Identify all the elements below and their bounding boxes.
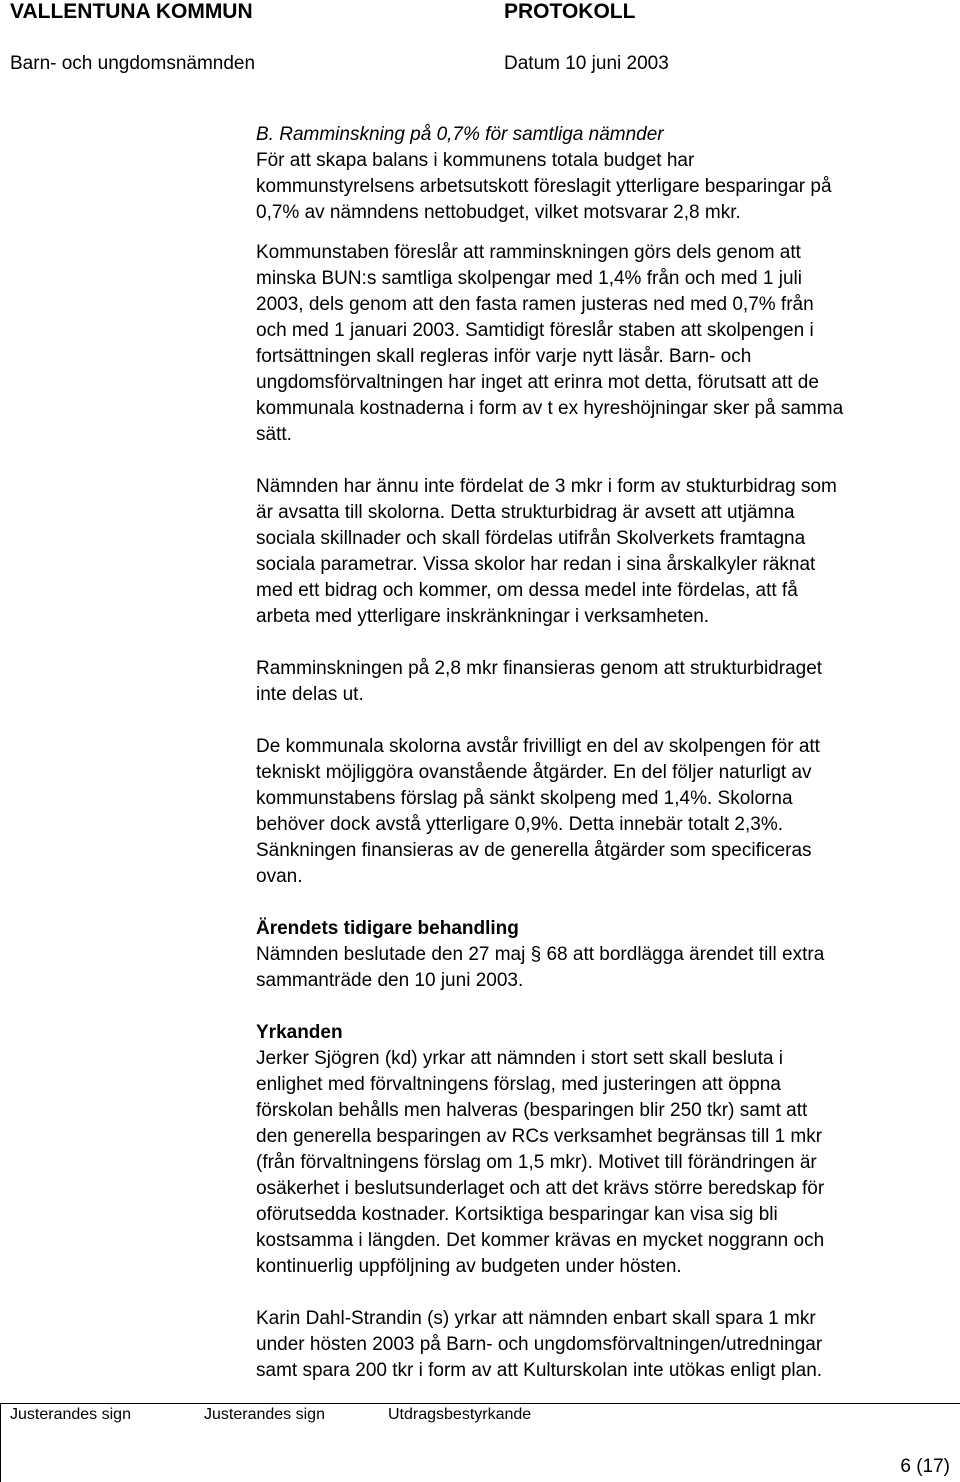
claim-sjogren: Jerker Sjögren (kd) yrkar att nämnden i stort sett skall besluta i enlighet med förvaltningens förslag, med justeringen att öppna förskolan behålls men halveras (besparingen blir 250 tkr) samt att den generella besparingen av RCs verksamhet begränsas till 1 mkr (från förvaltningens förslag om 1,5 mkr). Motivet till förändringen är osäkerhet i beslutsunderlaget och att det krävs större beredskap för oförutsedda kostnader. Kortsiktiga besparingar kan visa sig bli kostsamma i längden. Det kommer krävas en mycket noggrann och kontinuerlig uppföljning av budgeten under hösten. [256, 1048, 825, 1277]
document-body [256, 122, 960, 1384]
paragraph-financing: Ramminskningen på 2,8 mkr finansieras genom att strukturbidraget inte delas ut. [256, 658, 823, 705]
paragraph-structural-grant: Nämnden har ännu inte fördelat de 3 mkr i form av stukturbidrag som är avsatta till skolorna. Detta strukturbidrag är avsett att utjämna sociala skillnader och skall fördelas utifrån Skolverkets framtagna sociala parametrar. Vissa skolor har redan i sina årskalkyler räknat med ett bidrag och kommer, om dessa medel inte fördelas, att få arbeta med ytterligare inskränkningar i verksamheten. [256, 476, 837, 627]
footer-sign-2: Justerandes sign [204, 1406, 325, 1423]
section-b-intro: För att skapa balans i kommunens totala budget har kommunstyrelsens arbetsutskott föreslagit ytterligare besparingar på 0,7% av nämndens nettobudget, vilket motsvarar 2,8 mkr. [256, 150, 832, 223]
previous-handling-text: Nämnden beslutade den 27 maj § 68 att bordlägga ärendet till extra sammanträde den 10 juni 2003. [256, 944, 825, 991]
organization-name: VALLENTUNA KOMMUN [10, 0, 253, 23]
paragraph-staff-proposal: Kommunstaben föreslår att ramminskningen görs dels genom att minska BUN:s samtliga skolpengar med 1,4% från och med 1 juli 2003, dels genom att den fasta ramen justeras ned med 0,7% från och med 1 januari 2003. Samtidigt föreslår staben att skolpengen i fortsättningen skall regleras inför varje nytt läsår. Barn- och ungdomsförvaltningen har inget att erinra mot detta, förutsatt att de kommunala kostnaderna i form av t ex hyreshöjningar sker på samma sätt. [256, 242, 844, 445]
claim-dahl-strandin: Karin Dahl-Strandin (s) yrkar att nämnden enbart skall spara 1 mkr under hösten 2003 på Barn- och ungdomsförvaltningen/utredningar samt spara 200 tkr i form av att Kulturskolan inte utökas enligt plan. [256, 1308, 823, 1381]
footer-extract-cert: Utdragsbestyrkande [388, 1406, 532, 1423]
paragraph-schools: De kommunala skolorna avstår frivilligt en del av skolpengen för att tekniskt möjliggöra ovanstående åtgärder. En del följer naturligt av kommunstabens förslag på sänkt skolpeng med 1,4%. Skolorna behöver dock avstå ytterligare 0,9%. Detta innebär totalt 2,3%. Sänkningen finansieras av de generella åtgärder som specificeras ovan. [256, 736, 820, 887]
footer-sign-1: Justerandes sign [10, 1406, 131, 1423]
department-name: Barn- och ungdomsnämnden [10, 53, 256, 74]
footer-left-border [0, 1403, 1, 1482]
previous-handling-heading: Ärendets tidigare behandling [256, 918, 519, 939]
page-number: 6 (17) [900, 1456, 950, 1477]
claims-heading: Yrkanden [256, 1022, 343, 1043]
section-b-title: B. Ramminskning på 0,7% för samtliga nämnder [256, 124, 664, 145]
document-type: PROTOKOLL [504, 0, 636, 23]
meeting-date: Datum 10 juni 2003 [504, 53, 669, 74]
footer-divider [0, 1403, 960, 1404]
page-footer [0, 1400, 960, 1482]
